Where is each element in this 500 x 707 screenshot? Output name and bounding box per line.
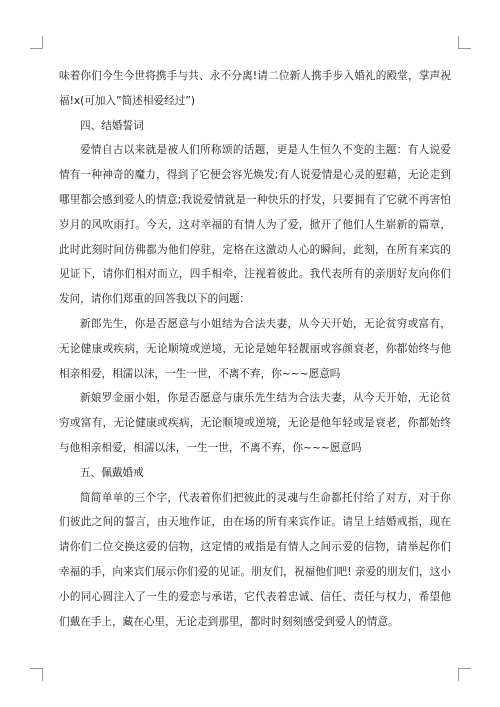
section-heading-vows: 四、结婚誓词 bbox=[80, 119, 144, 132]
paragraph-ring-exchange: 简简单单的三个字，代表着你们把彼此的灵魂与生命都托付给了对方，对于你们彼此之间的誓言，由天地作证，由在场的所有来宾作证。请呈上结婚戒指，现在请你们二位交换这爱的信物，这定情的戒指是有情人之间示爱的信物，请举起你们幸福的手，向来宾们展示你们爱的见证。朋友们，祝福他们吧! 亲爱的朋友们，这小小的同心圆注入了一生的爱恋与承诺，它代表着忠诚、信任、责任与权力，希望他们戴在手上，藏在心里，无论走到那里，都时时刻刻感受到爱人的情意。 bbox=[59, 491, 451, 628]
crop-mark-top-right bbox=[458, 36, 471, 49]
crop-mark-bottom-left bbox=[30, 668, 43, 681]
paragraph-bride-vow: 新娘罗金丽小姐，你是否愿意与康乐先生结为合法夫妻，从今天开始，无论贫穷或富有，无论健康或疾病，无论顺境或逆境，无论是他年轻或是衰老，你都始终与他相亲相爱，相濡以沫，一生一世，不离不弃，你~~~愿意吗 bbox=[59, 392, 451, 454]
paragraph-vows-intro: 爱情自古以来就是被人们所称颂的话题，更是人生恒久不变的主题：有人说爱情有一种神奇的魔力，得到了它便会容光焕发;有人说爱情是心灵的慰藉，无论走到哪里都会感到爱人的情意;我说爱情就是一种快乐的抒发，只要拥有了它就不再害怕岁月的风吹雨打。今天，这对幸福的有情人为了爱，掀开了他们人生崭新的篇章，此时此刻时间仿佛都为他们停驻，定格在这激动人心的瞬间，此刻，在所有来宾的见证下，请你们相对而立，四手相牵，注视着彼此。我代表所有的亲朋好友向你们发问，请你们郑重的回答我以下的问题： bbox=[59, 144, 451, 306]
paragraph-intro-continuation: 味着你们今生今世将携手与共、永不分离!请二位新人携手步入婚礼的殿堂，掌声祝福!x(可加入”简述相爱经过”) bbox=[59, 70, 451, 107]
crop-mark-bottom-right bbox=[458, 668, 471, 681]
crop-mark-top-left bbox=[30, 36, 43, 49]
paragraph-groom-vow: 新郎先生，你是否愿意与小姐结为合法夫妻，从今天开始，无论贫穷或富有，无论健康或疾病，无论顺境或逆境，无论是她年轻靓丽或容颜衰老，你都始终与他相亲相爱，相濡以沫，一生一世，不离不弃，你~~~愿意吗 bbox=[59, 317, 451, 380]
section-heading-rings: 五、佩戴婚戒 bbox=[80, 466, 144, 479]
document-body bbox=[59, 64, 451, 634]
